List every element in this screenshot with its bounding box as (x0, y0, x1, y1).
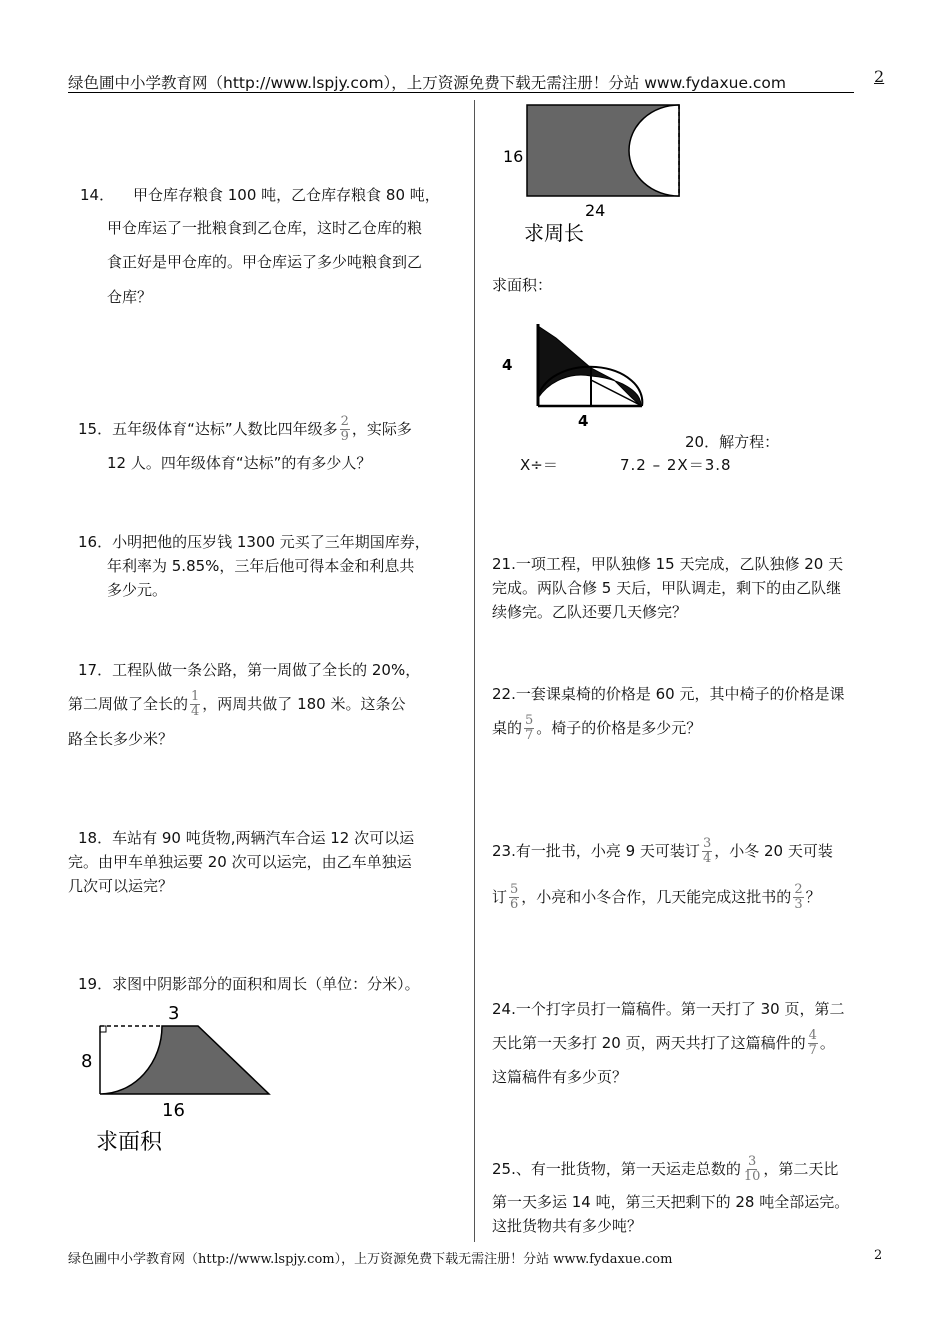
q15-frac-den: 9 (340, 429, 349, 444)
q21-line1: 21.一项工程，甲队独修 15 天完成，乙队独修 20 天 (492, 555, 844, 573)
q16-line3: 多少元。 (107, 581, 168, 599)
area-label: 求面积： (492, 276, 553, 294)
q24-line3: 这篇稿件有多少页？ (492, 1068, 628, 1086)
q20-equation-2: 7.2 – 2X＝3.8 (620, 456, 732, 474)
q23-fraction-2 (509, 883, 519, 912)
q18-line1: 18．车站有 90 吨货物,两辆汽车合运 12 次可以运 (78, 829, 415, 847)
page-number-top: 2 (874, 67, 885, 86)
q24-text-b: 。 (819, 1034, 835, 1052)
q24-text-a: 天比第一天多打 20 页，两天共打了这篇稿件的 (492, 1034, 806, 1052)
q23-f2-den: 6 (510, 897, 519, 912)
q14-line2: 甲仓库运了一批粮食到乙仓库，这时乙仓库的粮 (107, 219, 423, 237)
q19-label-bottom: 16 (162, 1100, 185, 1121)
q24-line2 (492, 1028, 835, 1058)
q21-line2: 完成。两队合修 5 天后，甲队调走，剩下的由乙队继 (492, 579, 842, 597)
q25-frac-den: 10 (743, 1169, 761, 1184)
q23-fraction-3 (793, 883, 803, 912)
q22-frac-num: 5 (525, 713, 534, 728)
q19-shaded-region (100, 1026, 269, 1094)
q23-text-b: ，小冬 20 天可装 (714, 842, 833, 860)
q19-caption: 求面积 (96, 1130, 163, 1155)
q19-corner-mark (100, 1026, 106, 1032)
perimeter-label-bottom: 24 (585, 201, 606, 220)
q24-fraction (808, 1029, 818, 1058)
area-shaded-lower (591, 368, 641, 406)
q19-figure (76, 995, 286, 1165)
q17-line1: 17．工程队做一条公路，第一周做了全长的 20%， (78, 661, 421, 679)
q23-text-d: ，小亮和小冬合作，几天能完成这批书的 (521, 888, 792, 906)
q17-text-b: ，两周共做了 180 米。这条公 (202, 695, 406, 713)
q25-line1 (492, 1154, 838, 1184)
q23-f1-den: 4 (702, 851, 712, 866)
q19-line1: 19．求图中阴影部分的面积和周长（单位：分米）。 (78, 975, 420, 993)
perimeter-figure (498, 100, 698, 250)
q17-fraction (190, 690, 200, 719)
area-label-bottom: 4 (578, 412, 589, 430)
q15-text-b: ，实际多 (351, 420, 412, 438)
q23-text-c: 订 (492, 888, 508, 906)
q20-equation-1: X÷＝ (520, 456, 558, 474)
q25-line2: 第一天多运 14 吨，第三天把剩下的 28 吨全部运完。 (492, 1193, 850, 1211)
q23-f2-num: 5 (510, 882, 519, 897)
q14-line3: 食正好是甲仓库的。甲仓库运了多少吨粮食到乙 (107, 253, 423, 271)
q22-fraction (524, 714, 534, 743)
q17-frac-den: 4 (191, 704, 200, 719)
q23-text-e: ？ (805, 888, 821, 906)
q14-line1: 甲仓库存粮食 100 吨，乙仓库存粮食 80 吨， (133, 186, 440, 204)
q22-line2 (492, 713, 701, 743)
q15-line2: 12 人。四年级体育“达标”的有多少人？ (107, 454, 372, 472)
q22-text-a: 桌的 (492, 719, 523, 737)
q18-line3: 几次可以运完？ (68, 877, 174, 895)
q23-f3-den: 3 (794, 897, 803, 912)
q18-line2: 完。由甲车单独运要 20 次可以运完，由乙车单独运 (68, 853, 412, 871)
q22-text-b: 。椅子的价格是多少元？ (536, 719, 702, 737)
area-label-left: 4 (502, 356, 513, 374)
q25-frac-num: 3 (747, 1154, 757, 1169)
q23-line1 (492, 836, 833, 866)
q25-line3: 这批货物共有多少吨？ (492, 1217, 643, 1235)
area-shaded-upper (538, 326, 591, 398)
q17-text-a: 第二周做了全长的 (68, 695, 189, 713)
q15-line1 (78, 414, 412, 444)
perimeter-caption: 求周长 (524, 221, 584, 245)
page-number-bottom: 2 (874, 1248, 883, 1263)
q23-fraction-1 (702, 837, 712, 866)
q25-text-b: ，第二天比 (763, 1160, 839, 1178)
q23-line2 (492, 882, 821, 912)
column-divider (474, 100, 475, 1242)
page-footer: 绿色圃中小学教育网（http://www.lspjy.com），上万资源免费下载无需注册！分站 www.fydaxue.com (68, 1252, 673, 1267)
q19-label-top: 3 (168, 1003, 180, 1024)
q16-line2: 年利率为 5.85%，三年后他可得本金和利息共 (107, 557, 415, 575)
q15-text-a: 15．五年级体育“达标”人数比四年级多 (78, 420, 338, 438)
q17-frac-num: 1 (191, 689, 200, 704)
q15-frac-num: 2 (340, 414, 349, 429)
q16-line1: 16．小明把他的压岁钱 1300 元买了三年期国库券， (78, 533, 430, 551)
q22-line1: 22.一套课桌椅的价格是 60 元，其中椅子的价格是课 (492, 685, 845, 703)
q17-line3: 路全长多少米？ (68, 730, 174, 748)
q24-frac-num: 4 (808, 1028, 817, 1043)
q22-frac-den: 7 (525, 728, 534, 743)
q19-label-left: 8 (81, 1051, 93, 1072)
q21-line3: 续修完。乙队还要几天修完？ (492, 603, 688, 621)
q23-f1-num: 3 (702, 836, 712, 851)
header-rule (68, 92, 854, 93)
area-figure (496, 318, 656, 433)
perimeter-label-left: 16 (503, 147, 524, 166)
q25-fraction (743, 1155, 762, 1184)
q14-line4: 仓库？ (107, 288, 153, 306)
q15-fraction (340, 415, 350, 444)
q24-line1: 24.一个打字员打一篇稿件。第一天打了 30 页，第二 (492, 1000, 845, 1018)
q25-text-a: 25.、有一批货物，第一天运走总数的 (492, 1160, 741, 1178)
q23-text-a: 23.有一批书，小亮 9 天可装订 (492, 842, 700, 860)
q17-line2 (68, 689, 405, 719)
q23-f3-num: 2 (794, 882, 803, 897)
q24-frac-den: 7 (808, 1043, 817, 1058)
q14-number: 14． (80, 186, 115, 204)
q20-title: 20．解方程： (685, 433, 780, 451)
page-header: 绿色圃中小学教育网（http://www.lspjy.com），上万资源免费下载无需注册！分站 www.fydaxue.com (68, 74, 787, 92)
